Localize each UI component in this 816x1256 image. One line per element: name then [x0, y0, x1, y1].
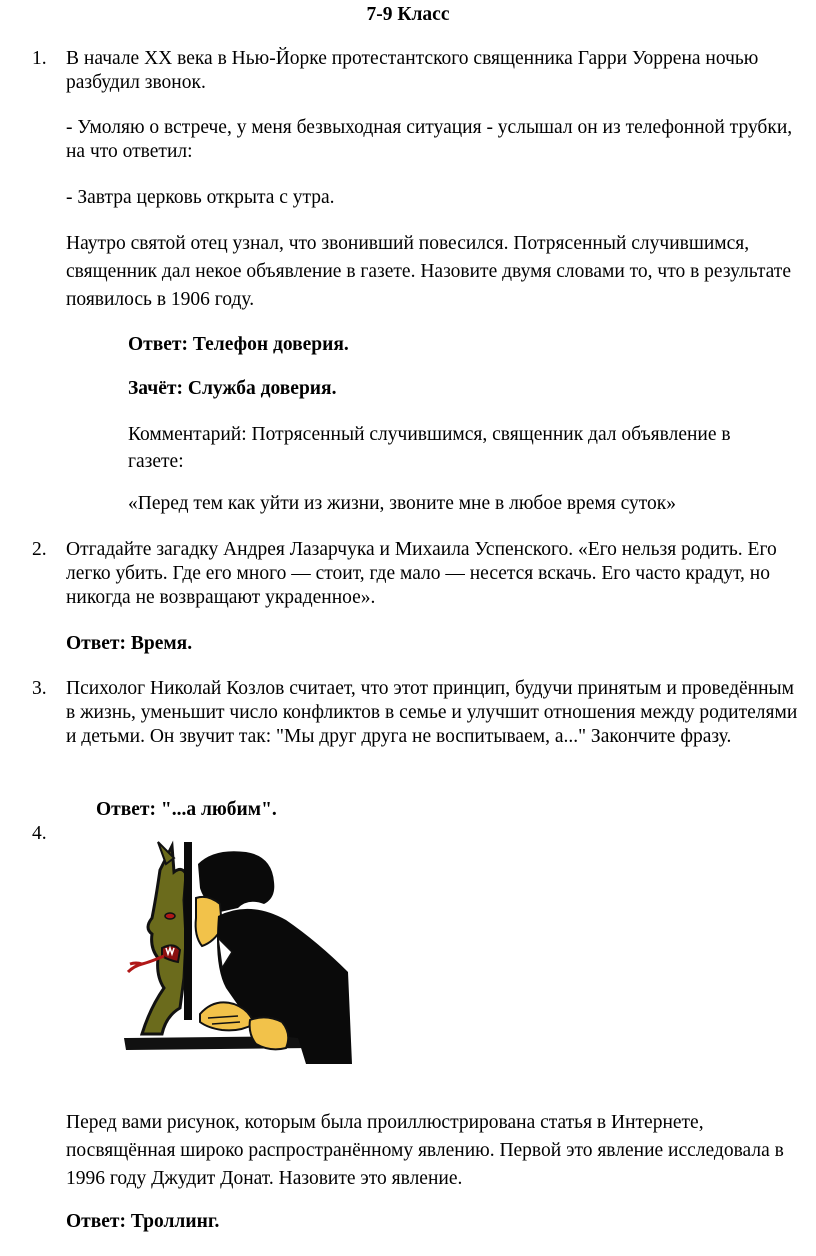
question-4-answer: Ответ: Троллинг. [66, 1211, 220, 1232]
page-title: 7-9 Класс [366, 4, 450, 25]
question-1-credit: Зачёт: Служба доверия. [128, 378, 337, 399]
question-1-answer: Ответ: Телефон доверия. [128, 334, 349, 355]
question-1-dialog-line-1: - Умоляю о встрече, у меня безвыходная ситуация - услышал он из телефонной трубки, на что ответил: [66, 117, 793, 162]
question-1-dialog-line-2: - Завтра церковь открыта с утра. [66, 187, 335, 208]
question-number-4: 4. [32, 823, 47, 844]
question-number-2: 2. [32, 539, 47, 560]
question-1-text: Наутро святой отец узнал, что звонивший повесился. Потрясенный случившимся, священник дал некое объявление в газете. Назовите двумя словами то, что в результате появилось в 1906 году. [66, 233, 791, 310]
question-1-intro: В начале XX века в Нью-Йорке протестантского священника Гарри Уоррена ночью разбудил звонок. [66, 48, 759, 93]
question-4-text: Перед вами рисунок, которым была проиллюстрирована статья в Интернете, посвящённая широко распространённому явлению. Первой это явление исследовала в 1996 году Джудит Донат. Назовите это явление. [66, 1112, 784, 1189]
question-1-quote: «Перед тем как уйти из жизни, звоните мне в любое время суток» [128, 493, 677, 514]
question-3-answer: Ответ: "...а любим". [96, 799, 277, 820]
question-number-1: 1. [32, 48, 47, 69]
troll-behind-monitor-illustration [122, 838, 358, 1066]
question-number-3: 3. [32, 678, 47, 699]
question-2-answer: Ответ: Время. [66, 633, 193, 654]
question-3-text: Психолог Николай Козлов считает, что этот принцип, будучи принятым и проведённым в жизнь, уменьшит число конфликтов в семье и улучшит отношения между родителями и детьми. Он звучит так: "Мы друг друга не воспитываем, а..." Закончите фразу. [66, 678, 798, 747]
question-2-text: Отгадайте загадку Андрея Лазарчука и Михаила Успенского. «Его нельзя родить. Его легко убить. Где его много — стоит, где мало — несется вскачь. Его часто крадут, но никогда не возвращают украденное». [66, 539, 777, 608]
question-1-comment: Комментарий: Потрясенный случившимся, священник дал объявление в газете: [128, 424, 731, 472]
